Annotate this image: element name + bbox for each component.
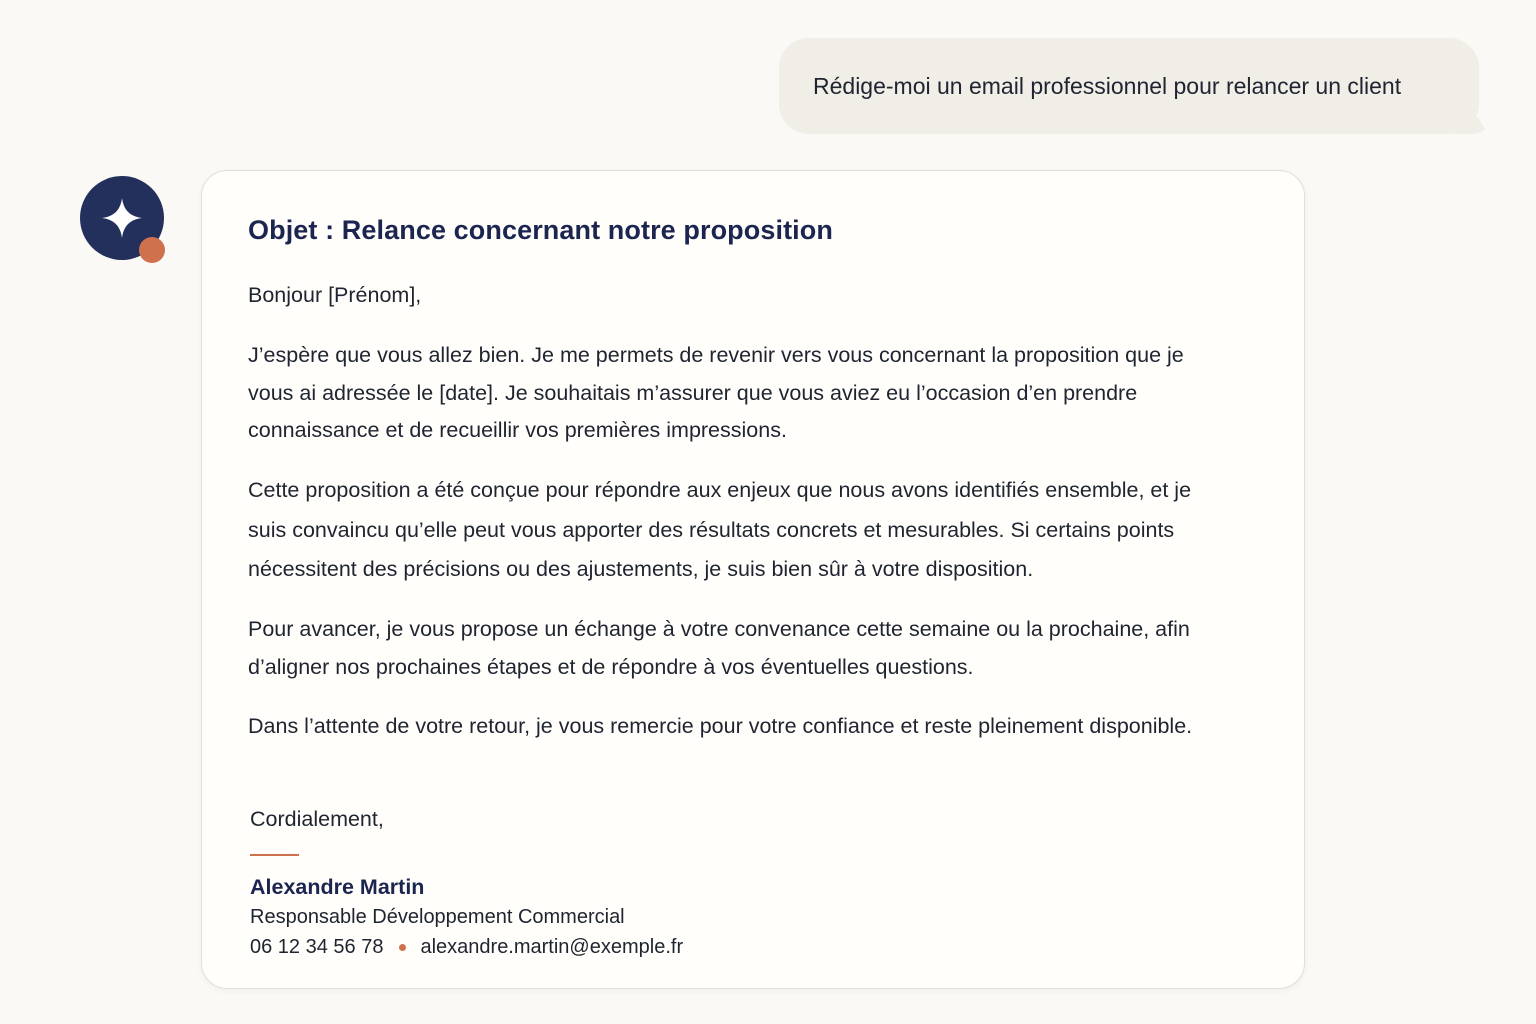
- user-message-text: Rédige-moi un email professionnel pour relancer un client: [813, 72, 1402, 99]
- sparkle-icon: [100, 196, 144, 240]
- email-paragraph-4: Dans l’attente de votre retour, je vous remercie pour votre confiance et reste pleinement disponible.: [248, 714, 1193, 738]
- signature-email: alexandre.martin@exemple.fr: [420, 936, 684, 958]
- signature-name: Alexandre Martin: [250, 875, 425, 899]
- email-subject: Objet : Relance concernant notre proposition: [248, 215, 833, 245]
- email-paragraph-2: Cette proposition a été conçue pour répondre aux enjeux que nous avons identifiés ensemble, et je suis convaincu qu’elle peut vous apporter des résultats concrets et mesurables. Si certains points nécessitent des précisions ou des ajustements, je suis bien sûr à votre disposition.: [248, 478, 1192, 581]
- avatar-status-dot: [139, 237, 165, 263]
- signature-contact: [250, 936, 683, 959]
- signature-divider: [250, 854, 299, 856]
- email-paragraph-3: Pour avancer, je vous propose un échange à votre convenance cette semaine ou la prochaine, afin d’aligner nos prochaines étapes et de répondre à vos éventuelles questions.: [248, 617, 1190, 679]
- email-closing: Cordialement,: [250, 807, 384, 831]
- signature-phone: 06 12 34 56 78: [250, 936, 384, 958]
- email-greeting: Bonjour [Prénom],: [248, 283, 422, 307]
- user-message-bubble: [779, 38, 1479, 134]
- separator-dot: [399, 944, 406, 951]
- signature-role: Responsable Développement Commercial: [250, 906, 625, 928]
- email-paragraph-1: J’espère que vous allez bien. Je me permets de revenir vers vous concernant la proposition que je vous ai adressée le [date]. Je souhaitais m’assurer que vous aviez eu l’occasion d’en prendre connaissance et de recueillir vos premières impressions.: [248, 343, 1184, 442]
- email-card: [201, 170, 1305, 989]
